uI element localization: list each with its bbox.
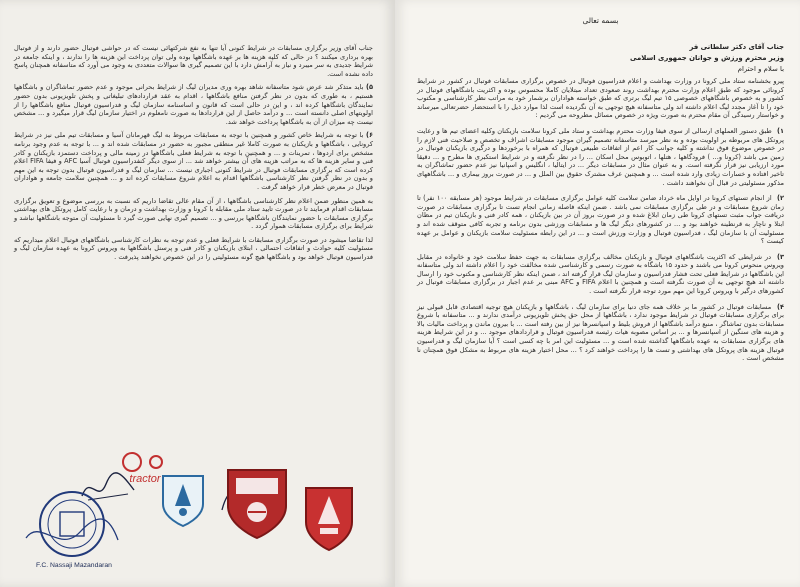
document-page-1: [395, 0, 800, 587]
bismillah-heading: بسمه تعالی: [582, 16, 619, 25]
esteghlal-khuzestan-logo: [222, 466, 292, 542]
recipient-title: وزیر محترم ورزش و جوانان جمهوری اسلامی: [630, 54, 784, 62]
left-paragraph-5: ۵) باید متذکر شد عرض شود متاسفانه شاهد بهره وری مدیران لیگ از شرایط بحرانی موجود و عدم حضور تماشاگران و باشگاهها هستیم ، به طوری که بدون در نظر گرفتن منافع باشگاهها ، اقدام به عقد قراردادهای تبلیغاتی و پخش تلویزیونی بدون حضور نمایندگان باشگاهها کرده اند ، و این در حالی است که قانون و اساسنامه سازمان لیگ و فدراسیون فوتبال منافع باشگاهها را از اولویتهای اصلی دانسته است ... و درآمد حاصل از این قراردادها به صورت نامعلوم در اختیار سازمان لیگ قرار میگیرد و ... مشخص نیست چه میزان از آن به باشگاهها پرداخت خواهد شد.: [14, 83, 373, 126]
left-paragraph-closing: لذا تقاضا میشود در صورت برگزاری مسابقات با شرایط فعلی و عدم توجه به نظرات کارشناسی باشگاههای فوتبال اعلام میداریم که مسئولیت کلیه حوادث و اتفاقات احتمالی ، ابتلای بازیکنان و کادر فنی و پرسنل باشگاهها به ویروس کرونا به عهده سازمان لیگ و فدراسیون فوتبال خواهد بود و باشگاهها هیچ گونه مسئولیتی را در این خصوص نخواهند پذیرفت .: [14, 235, 373, 262]
salutation: با سلام و احترام: [737, 65, 784, 73]
section-4: ۴) مسابقات فوتبال در کشور ما بر خلاف همه جای دنیا برای سازمان لیگ ، باشگاهها و بازیکنان هیچ توجیه اقتصادی قابل قبولی نیز برای برگزاری مسابقات فوتبال در شرایط موجود ندارد ، باشگاهها از محل حق پخش تلویزیونی درآمدی ندارند و ... متاسفانه با شروع مسابقات بدون تماشاگر ، منبع درآمد باشگاهها از فروش بلیط و اسپانسرها نیز از بین رفته است ... با بیرون ماندن و پرداخت مالیات بالا و هزینه های سنگین از اسپانسرها و ... بر اساس مصوبه هیات رئیسه فدراسیون فوتبال و قراردادهای موجود ... و در این شرایط هزینه های برگزاری مسابقات به عهده باشگاهها گذاشته شده است و ... مسئولیت این امر با چه کسی است ؟ آیا سازمان لیگ و فدراسیون فوتبال هزینه های پروتکل های بهداشتی و تست ها را پرداخت خواهند کرد ؟ ... محل اختیار هزینه های مربوط به مشکل فوق همچنان نا مشخص است .: [417, 302, 784, 363]
left-page-body: [14, 44, 373, 262]
recipient-name: جناب آقای دکتر سلطانی فر: [689, 43, 784, 51]
section-2: ۲) از انجام تستهای کرونا در اوایل ماه خرداد ضامن سلامت کلیه عوامل برگزاری مسابقات در شرایط موجود (هر مسابقه ۱۰۰ نفر) تا زمان شروع مسابقات و در طی برگزاری مسابقات نمی باشد . ضمن اینکه فاصله زمانی انجام تست تا برگزاری مسابقات در صورت دریافت جواب مثبت تستهای کرونا طی زمان ابلاغ شده و در صورت بروز آن در بین بازیکنان ، همه کادر فنی و بازیکنان تیم در مظان ابتلا و ناچار به قرنطینه خواهند بود و ... در کشورهای دیگر لیگ ها و مسابقات ورزشی بدون برنامه و تجربه کافی متوقف شده اند و مسئولیت آن با سازمان لیگ ، فدراسیون فوتبال و وزارت ورزش است و ... در این رابطه مسئولیت سلامت بازیکنان و عوامل بر عهده کیست ؟: [417, 194, 784, 246]
section-1: ۱) طبق دستور العملهای ارسالی از سوی فیفا وزارت محترم بهداشت و ستاد ملی کرونا سلامت بازیکنان وکلیه اعضای تیم ها و رعایت پروتکل های مربوطه بر اولویت بوده و به نظر میرسد متاسفانه تصمیم گیران موجود مسابقات اشراف و تخصص و صلاحیت فنی لازم را در خصوص موضوع فوق نداشته و کلیه جوانب کار اعم از اتفاقات طبیعی فوتبال که همراه با برخوردها و درگیری بازیکنان فوتبال در زمین می باشد (کرونا و... ) فرودگاهها ، هتلها ، اتوبوس محل اسکان ... را در نظر نگرفته و در شرایط استکبری ها مطرح و ... دقیقا مورد ارزیابی نیز قرار نگرفته است. و به عنوان مثال در مسابقات دیگر ... در ایتالیا ، انگلیس و اسپانیا نیز عدم حضور تماشاگران به تاخیر افتاده و خسارات زیادی وارد شده است ... و همچنین عرف مشترک حقوق بین الملل و ... در صورت بروز بیماری و ... باشگاههای مذکور مسئولیتی در قبال آن نخواهند داشت .: [417, 126, 784, 187]
left-paragraph-request: به همین منظور ضمن اعلام نظر کارشناسی باشگاهها ، از آن مقام عالی تقاضا داریم که نسبت به بررسی موضوع و تعویق برگزاری مسابقات اقدام فرمایند تا در صورت تایید ستاد ملی مقابله با کرونا و وزارت بهداشت و درمان و با رعایت کامل پروتکل های بهداشتی برگزاری مسابقات با حضور نمایندگان باشگاهها بررسی و ... تصمیم گیری نهایی صورت گیرد تا مسئولیت آن متوجه باشگاهها نباشد و شرایط برای برگزاری مسابقات هموار گردد .: [14, 196, 373, 231]
left-paragraph-1: جناب آقای وزیر برگزاری مسابقات در شرایط کنونی آیا تنها به نفع شرکتهائی نیست که در حواشی فوتبال حضور دارند و از فوتبال بهره برداری میکنند ؟ در حالی که کلیه هزینه ها بر عهده باشگاهها بوده ولی توان پرداخت این هزینه ها را ندارند ، و اینکه جامعه در شرایط جدیدی به سر میبرد و نیاز به آرامش دارد با این تصمیم گیری ها سوالات متعددی به وجود می آورد که متاسفانه همچنان پاسخ داده نشده است.: [14, 44, 373, 78]
sanat-mes-logo-stamp: [20, 488, 122, 560]
left-paragraph-6: ۶) با توجه به شرایط خاص کشور و همچنین با توجه به مسابقات مربوط به لیگ قهرمانان آسیا و مسابقات تیم ملی نیز در شرایط کرونایی ، باشگاهها و بازیکنان به صورت کاملا غیر منطقی مجبور به حضور در مسابقات شده اند و ... با توجه به عدم وجود برنامه مشخص برای اردوها ، تمرینات و ... و همچنین با توجه به شرایط فعلی باشگاهها در زمینه مالی و پرداخت دستمزد بازیکنان و کادر فنی و سایر هزینه ها که به مراتب هزینه های آن بیشتر خواهد شد ... از سوی دیگر کنفدراسیون فوتبال آسیا AFC و فیفا FIFA اعلام کرده است که برگزاری مسابقات فوتبال در شرایط کنونی اجباری نیست ... سازمان لیگ و فدراسیون فوتبال بدون توجه به این مهم و بدون در نظر گرفتن نظر کارشناسی باشگاهها اقدام به اعلام شروع مسابقات کرده اند و ... همچنین سلامت جامعه و هواداران فوتبال در معرض خطر قرار خواهد گرفت .: [14, 131, 373, 191]
section-3: ۳) در شرایطی که اکثریت باشگاههای فوتبال و بازیکنان مخالف برگزاری مسابقات به جهت حفظ سلامت خود و خانواده در مقابل ویروس منحوس کرونا می باشند و حدود ۱۵ باشگاه به صورت رسمی و کارشناسی شده مخالفت خود را اعلام داشته اند ولی متاسفانه این باشگاهها در شرایط فعلی تحت فشار فدراسیون و سازمان لیگ قرار گرفته اند ، ضمن اینکه نظر کارشناسی و مکتوب خود را ارسال داشته اند هیچ توجهی به آن صورت نگرفته است و همچنین با اعلام FIFA و AFC مبنی بر عدم اجبار در برگزاری مسابقات فوتبال در کشورهای درگیر با ویروس کرونا این مهم مورد توجه قرار نگرفته است .: [417, 252, 784, 296]
foulad-fc-logo: [300, 484, 358, 554]
intro-paragraph: پیرو بخشنامه ستاد ملی کرونا در وزارت بهداشت و اعلام فدراسیون فوتبال در خصوص برگزاری مسابقات فوتبال در کشور در شرایط کرونائی موجود که طبق اعلام وزارت محترم بهداشت روند صعودی تعداد مبتلایان کاملا محسوس بوده و اکثریت باشگاههای فوتبال در کشور و به خصوص باشگاههای خصوصی ۱۵ تیم لیگ برتری که طبق خواسته هواداران برشمار خود به مراتب نظر کارشناسی و مکتوب خود را تا آغاز مجدد لیگ اعلام داشته اند ولی متاسفانه هیچ توجهی به آن نگردیده است لذا موارد ذیل را با استحضار حضرتعالی میرساند و خواستار رسیدگی آن مقام محترم به صورت ویژه در خصوص مسائل مطروحه می گردیم :: [417, 77, 784, 120]
padideh-fc-logo: [155, 470, 211, 530]
tractor-wordmark: tractor: [129, 473, 161, 485]
sanat-logo-caption: F.C. Nassaji Mazandaran: [36, 562, 112, 569]
